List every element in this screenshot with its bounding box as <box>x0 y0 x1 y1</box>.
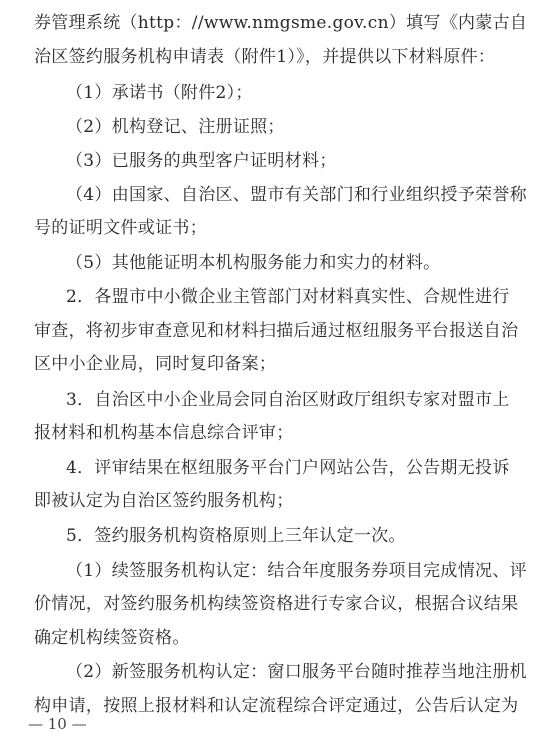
text-line: 价情况，对签约服务机构续签资格进行专家合议，根据合议结果 <box>34 594 519 614</box>
text-line: 治区签约服务机构申请表（附件1）》，并提供以下材料原件： <box>34 47 496 67</box>
text-line: （3）已服务的典型客户证明材料； <box>66 151 337 171</box>
page-number: — 10 — <box>28 715 87 733</box>
text-line: 3．自治区中小企业局会同自治区财政厅组织专家对盟市上 <box>66 390 510 410</box>
text-line: 2．各盟市中小微企业主管部门对材料真实性、合规性进行 <box>66 287 510 307</box>
text-line: 审查，将初步审查意见和材料扫描后通过枢纽服务平台报送自治 <box>34 321 519 341</box>
text-line: （4）由国家、自治区、盟市有关部门和行业组织授予荣誉称 <box>66 185 527 205</box>
text-line: （1）续签服务机构认定：结合年度服务券项目完成情况、评 <box>66 561 527 581</box>
text-line: （2）机构登记、注册证照； <box>66 117 285 137</box>
text-line: （2）新签服务机构认定：窗口服务平台随时推荐当地注册机 <box>66 662 527 682</box>
text-line: （1）承诺书（附件2）； <box>66 83 253 103</box>
text-line: （5）其他能证明本机构服务能力和实力的材料。 <box>66 253 441 273</box>
text-line: 券管理系统（http：//www.nmgsme.gov.cn）填写《内蒙古自 <box>34 13 528 33</box>
text-line: 报材料和机构基本信息综合评审； <box>34 423 294 443</box>
text-line: 5．签约服务机构资格原则上三年认定一次。 <box>66 526 406 546</box>
text-line: 号的证明文件或证书； <box>34 218 207 238</box>
text-line: 4．评审结果在枢纽服务平台门户网站公告，公告期无投诉 <box>66 458 510 478</box>
text-line: 即被认定为自治区签约服务机构； <box>34 491 294 511</box>
text-line: 确定机构续签资格。 <box>34 628 190 648</box>
text-line: 构申请，按照上报材料和认定流程综合评定通过，公告后认定为 <box>34 696 519 716</box>
text-line: 区中小企业局，同时复印备案； <box>34 354 277 374</box>
